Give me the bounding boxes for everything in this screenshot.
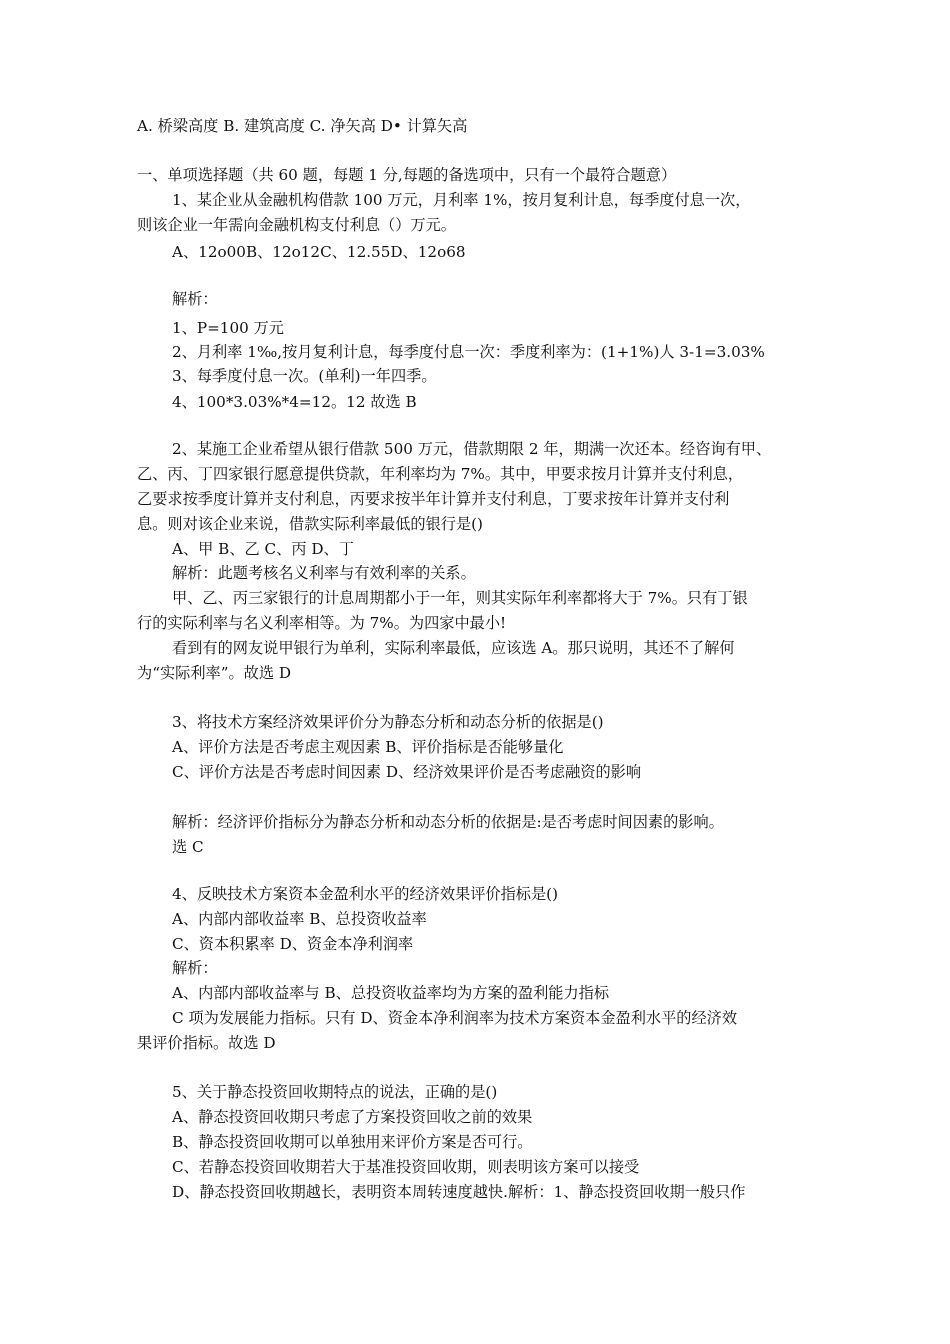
question-3-text: 3、将技术方案经济效果评价分为静态分析和动态分析的依据是() <box>172 713 604 731</box>
analysis-text: 选 C <box>172 838 204 856</box>
question-2-text-cont: 乙、丙、丁四家银行愿意提供贷款，年利率均为 7%。其中，甲要求按月计算并支付利息， <box>137 465 744 483</box>
question-2-text-cont: 乙要求按季度计算并支付利息，丙要求按半年计算并支付利息，丁要求按年计算并支付利 <box>137 490 730 508</box>
question-4-options: C、资本积累率 D、资金本净利润率 <box>172 935 414 953</box>
analysis-text: 甲、乙、丙三家银行的计息周期都小于一年，则其实际年利率都将大于 7%。只有丁银 <box>172 589 748 607</box>
analysis-text: 为“实际利率”。故选 D <box>137 664 292 682</box>
question-1-text-cont: 则该企业一年需向金融机构支付利息（）万元。 <box>137 216 456 234</box>
analysis-text: 解析：经济评价指标分为静态分析和动态分析的依据是:是否考虑时间因素的影响。 <box>172 813 724 831</box>
analysis-text: 行的实际利率与名义利率相等。为 7%。为四家中最小! <box>137 614 507 632</box>
analysis-step: 4、100*3.03%*4=12。12 故选 B <box>172 393 417 411</box>
analysis-text: A、内部内部收益率与 B、总投资收益率均为方案的盈利能力指标 <box>172 984 610 1002</box>
analysis-text: 果评价指标。故选 D <box>137 1034 276 1052</box>
question-3-options: A、评价方法是否考虑主观因素 B、评价指标是否能够量化 <box>172 738 564 756</box>
question-2-text: 2、某施工企业希望从银行借款 500 万元，借款期限 2 年，期满一次还本。经咨询有甲、 <box>172 440 772 458</box>
question-1-options: A、12o00B、12o12C、12.55D、12o68 <box>172 243 466 261</box>
question-5-option: C、若静态投资回收期若大于基准投资回收期，则表明该方案可以接受 <box>172 1158 640 1176</box>
analysis-label: 解析： <box>172 290 218 308</box>
question-3-options: C、评价方法是否考虑时间因素 D、经济效果评价是否考虑融资的影响 <box>172 763 642 781</box>
analysis-step: 3、每季度付息一次。(单利)一年四季。 <box>172 367 437 385</box>
question-4-text: 4、反映技术方案资本金盈利水平的经济效果评价指标是() <box>172 885 559 903</box>
analysis-step: 2、月利率 1‰,按月复利计息，每季度付息一次：季度利率为：(1+1%)人 3-1=3.03% <box>172 343 765 361</box>
analysis-text: 看到有的网友说甲银行为单利，实际利率最低，应该选 A。那只说明，其还不了解何 <box>172 639 735 657</box>
options-line: A. 桥梁高度 B. 建筑高度 C. 净矢高 D• 计算矢高 <box>137 117 468 135</box>
analysis-text: C 项为发展能力指标。只有 D、资金本净利润率为技术方案资本金盈利水平的经济效 <box>172 1009 738 1027</box>
question-2-options: A、甲 B、乙 C、丙 D、丁 <box>172 540 354 558</box>
question-5-option: A、静态投资回收期只考虑了方案投资回收之前的效果 <box>172 1108 533 1126</box>
question-5-option: B、静态投资回收期可以单独用来评价方案是否可行。 <box>172 1133 533 1151</box>
analysis-text: 解析：此题考核名义利率与有效利率的关系。 <box>172 564 476 582</box>
question-2-text-cont: 息。则对该企业来说，借款实际利率最低的银行是() <box>137 515 483 533</box>
question-5-text: 5、关于静态投资回收期特点的说法，正确的是() <box>172 1083 498 1101</box>
analysis-label: 解析： <box>172 959 218 977</box>
question-5-option: D、静态投资回收期越长，表明资本周转速度越快.解析：1、静态投资回收期一般只作 <box>172 1183 746 1201</box>
section-heading: 一、单项选择题（共 60 题，每题 1 分,每题的备选项中，只有一个最符合题意） <box>137 166 677 184</box>
question-1-text: 1、某企业从金融机构借款 100 万元，月利率 1%，按月复利计息，每季度付息一次， <box>172 191 751 209</box>
analysis-step: 1、P=100 万元 <box>172 319 284 337</box>
question-4-options: A、内部内部收益率 B、总投资收益率 <box>172 910 427 928</box>
